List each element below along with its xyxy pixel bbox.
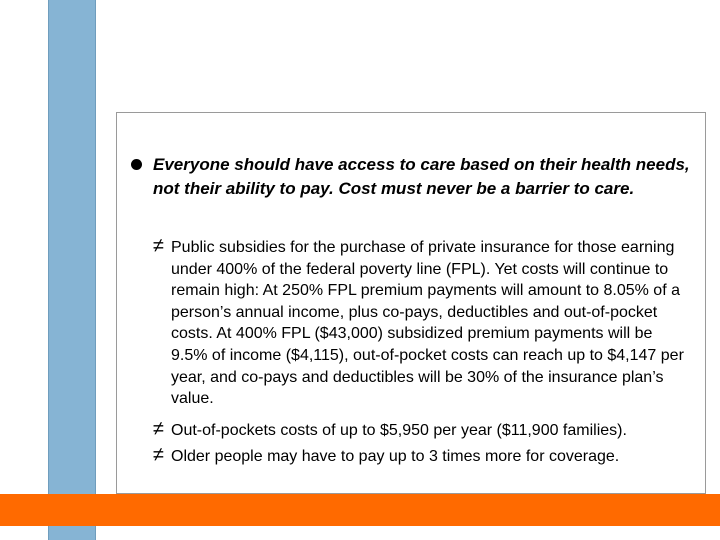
sub-bullet-text: Out-of-pockets costs of up to $5,950 per year ($11,900 families). [171, 422, 627, 439]
main-bullet-text: Everyone should have access to care based on their health needs, not their ability to pay. Cost must never be a barrier to care. [153, 155, 690, 198]
side-accent-bar [48, 0, 96, 540]
bottom-band-overlap [48, 494, 96, 526]
not-equal-icon: ≠ [153, 418, 164, 440]
content-box [116, 112, 706, 494]
sub-bullet-subsidies [153, 237, 693, 410]
not-equal-icon: ≠ [153, 235, 164, 257]
sub-bullet-text: Older people may have to pay up to 3 times more for coverage. [171, 448, 620, 465]
sub-bullet-older-people [153, 446, 693, 468]
bottom-accent-band [0, 494, 720, 526]
bullet-dot-icon [131, 159, 142, 170]
not-equal-icon: ≠ [153, 444, 164, 466]
sub-bullet-out-of-pocket [153, 420, 693, 442]
main-bullet [131, 153, 691, 201]
sub-bullet-text: Public subsidies for the purchase of private insurance for those earning under 400% of the federal poverty line (FPL). Yet costs will continue to remain high: At 250% FPL premium payments will amount to 8.05% of a person’s annual income, plus co-pays, deductibles and out-of-pocket costs. At 400% FPL ($43,000) subsidized premium payments will be 9.5% of income ($4,115), out-of-pocket costs can reach up to $4,147 per year, and co-pays and deductibles will be 30% of the insurance plan’s value. [171, 239, 684, 408]
